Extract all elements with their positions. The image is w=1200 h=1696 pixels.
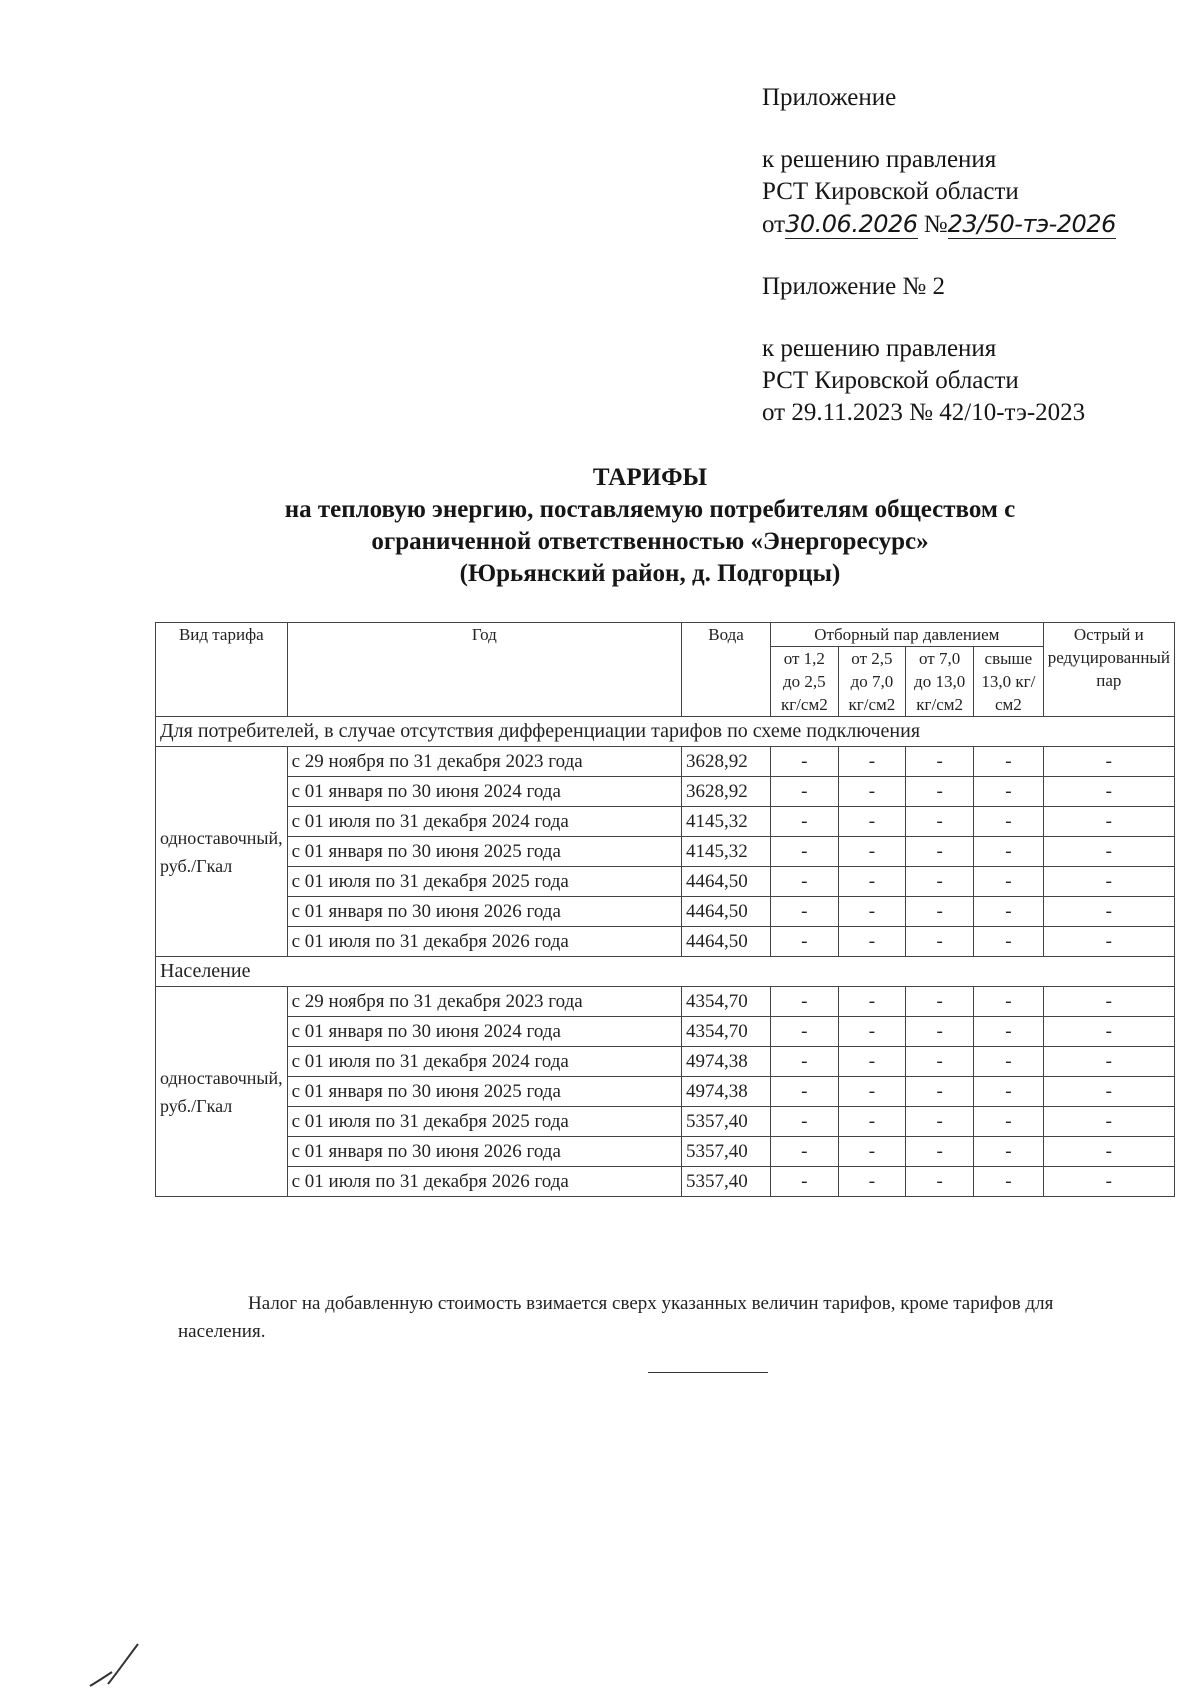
steam-2-cell: - (838, 807, 906, 837)
table-row (156, 1047, 1175, 1077)
period-cell: с 01 января по 30 июня 2024 года (287, 1017, 681, 1047)
footnote-text: Налог на добавленную стоимость взимается сверх указанных величин тарифов, кроме тарифов для населения. (178, 1293, 1054, 1342)
table-row (156, 1137, 1175, 1167)
period-cell: с 01 января по 30 июня 2026 года (287, 1137, 681, 1167)
sharp-steam-cell: - (1043, 1137, 1174, 1167)
steam-2-cell: - (838, 867, 906, 897)
title-line-2: ограниченной ответственностью «Энергоресурс» (371, 528, 929, 555)
number-sign: № (923, 211, 948, 238)
steam-1-cell: - (771, 747, 839, 777)
title-line-3: (Юрьянский район, д. Подгорцы) (459, 560, 841, 587)
water-cell: 4354,70 (682, 987, 771, 1017)
water-cell: 4974,38 (682, 1047, 771, 1077)
header-sharp-steam: Острый и редуцированный пар (1043, 623, 1174, 717)
tariff-type-cell: одноставочный, руб./Гкал (156, 747, 288, 957)
table-row (156, 837, 1175, 867)
org-line-1: РСТ Кировской области (762, 178, 1019, 205)
steam-2-cell: - (838, 897, 906, 927)
steam-1-cell: - (771, 987, 839, 1017)
end-line (648, 1372, 768, 1373)
period-cell: с 01 января по 30 июня 2026 года (287, 897, 681, 927)
appendix-header (762, 82, 1116, 429)
vat-footnote (178, 1290, 1138, 1346)
appendix-label: Приложение (762, 84, 897, 111)
steam-3-cell: - (906, 1047, 974, 1077)
sharp-steam-cell: - (1043, 1077, 1174, 1107)
water-cell: 4974,38 (682, 1077, 771, 1107)
steam-1-cell: - (771, 897, 839, 927)
period-cell: с 01 января по 30 июня 2025 года (287, 1077, 681, 1107)
tariff-body (156, 717, 1175, 1197)
table-row (156, 987, 1175, 1017)
steam-2-cell: - (838, 777, 906, 807)
handwritten-date: 30.06.2026 (785, 210, 918, 238)
document-title (150, 462, 1150, 590)
steam-1-cell: - (771, 1077, 839, 1107)
water-cell: 5357,40 (682, 1107, 771, 1137)
steam-1-cell: - (771, 777, 839, 807)
steam-4-cell: - (974, 777, 1044, 807)
steam-1-cell: - (771, 927, 839, 957)
steam-3-cell: - (906, 807, 974, 837)
steam-3-cell: - (906, 987, 974, 1017)
water-cell: 4464,50 (682, 867, 771, 897)
water-cell: 4145,32 (682, 807, 771, 837)
water-cell: 4145,32 (682, 837, 771, 867)
from-prefix: от (762, 211, 786, 238)
steam-2-cell: - (838, 1107, 906, 1137)
steam-3-cell: - (906, 1077, 974, 1107)
steam-1-cell: - (771, 1107, 839, 1137)
steam-4-cell: - (974, 1047, 1044, 1077)
steam-1-cell: - (771, 1047, 839, 1077)
steam-3-cell: - (906, 1137, 974, 1167)
water-cell: 5357,40 (682, 1167, 771, 1197)
table-row (156, 777, 1175, 807)
steam-4-cell: - (974, 927, 1044, 957)
period-cell: с 29 ноября по 31 декабря 2023 года (287, 987, 681, 1017)
header-tariff-type: Вид тарифа (156, 623, 288, 717)
steam-4-cell: - (974, 1107, 1044, 1137)
table-row (156, 747, 1175, 777)
header-steam-3: от 7,0 до 13,0 кг/см2 (906, 647, 974, 717)
steam-1-cell: - (771, 807, 839, 837)
sharp-steam-cell: - (1043, 807, 1174, 837)
org-line-2: РСТ Кировской области (762, 367, 1019, 394)
steam-1-cell: - (771, 1167, 839, 1197)
title-main: ТАРИФЫ (592, 464, 708, 491)
steam-2-cell: - (838, 837, 906, 867)
decision-line-2: к решению правления (762, 335, 997, 362)
steam-3-cell: - (906, 837, 974, 867)
period-cell: с 01 января по 30 июня 2025 года (287, 837, 681, 867)
table-row (156, 867, 1175, 897)
period-cell: с 01 июля по 31 декабря 2026 года (287, 1167, 681, 1197)
steam-3-cell: - (906, 1167, 974, 1197)
header-steam-group: Отборный пар давлением (771, 623, 1044, 647)
steam-2-cell: - (838, 747, 906, 777)
steam-3-cell: - (906, 1017, 974, 1047)
steam-4-cell: - (974, 1077, 1044, 1107)
sharp-steam-cell: - (1043, 987, 1174, 1017)
water-cell: 3628,92 (682, 777, 771, 807)
steam-1-cell: - (771, 1137, 839, 1167)
steam-4-cell: - (974, 747, 1044, 777)
sharp-steam-cell: - (1043, 867, 1174, 897)
appendix-2-label: Приложение № 2 (762, 273, 946, 300)
steam-4-cell: - (974, 1137, 1044, 1167)
steam-2-cell: - (838, 1077, 906, 1107)
header-year: Год (287, 623, 681, 717)
table-row (156, 897, 1175, 927)
steam-2-cell: - (838, 987, 906, 1017)
header-steam-2: от 2,5 до 7,0 кг/см2 (838, 647, 906, 717)
sharp-steam-cell: - (1043, 927, 1174, 957)
period-cell: с 01 июля по 31 декабря 2024 года (287, 807, 681, 837)
steam-3-cell: - (906, 747, 974, 777)
signature-mark (86, 1640, 146, 1690)
steam-4-cell: - (974, 987, 1044, 1017)
period-cell: с 29 ноября по 31 декабря 2023 года (287, 747, 681, 777)
table-row (156, 1017, 1175, 1047)
steam-4-cell: - (974, 897, 1044, 927)
table-row (156, 1167, 1175, 1197)
title-line-1: на тепловую энергию, поставляемую потребителям обществом с (284, 496, 1016, 523)
steam-4-cell: - (974, 807, 1044, 837)
steam-3-cell: - (906, 927, 974, 957)
sharp-steam-cell: - (1043, 897, 1174, 927)
sharp-steam-cell: - (1043, 777, 1174, 807)
section-title: Для потребителей, в случае отсутствия дифференциации тарифов по схеме подключения (156, 717, 1175, 747)
water-cell: 4354,70 (682, 1017, 771, 1047)
header-steam-1: от 1,2 до 2,5 кг/см2 (771, 647, 839, 717)
steam-1-cell: - (771, 837, 839, 867)
steam-1-cell: - (771, 1017, 839, 1047)
header-water: Вода (682, 623, 771, 717)
steam-2-cell: - (838, 1017, 906, 1047)
header-steam-4: свыше 13,0 кг/см2 (974, 647, 1044, 717)
sharp-steam-cell: - (1043, 1167, 1174, 1197)
water-cell: 4464,50 (682, 927, 771, 957)
table-row (156, 1077, 1175, 1107)
steam-2-cell: - (838, 1167, 906, 1197)
water-cell: 3628,92 (682, 747, 771, 777)
steam-3-cell: - (906, 1107, 974, 1137)
steam-1-cell: - (771, 867, 839, 897)
sharp-steam-cell: - (1043, 747, 1174, 777)
table-row (156, 807, 1175, 837)
steam-3-cell: - (906, 777, 974, 807)
steam-3-cell: - (906, 867, 974, 897)
decision-date-number (762, 208, 1116, 241)
steam-4-cell: - (974, 837, 1044, 867)
sharp-steam-cell: - (1043, 1107, 1174, 1137)
sharp-steam-cell: - (1043, 1017, 1174, 1047)
steam-2-cell: - (838, 1137, 906, 1167)
water-cell: 4464,50 (682, 897, 771, 927)
period-cell: с 01 января по 30 июня 2024 года (287, 777, 681, 807)
period-cell: с 01 июля по 31 декабря 2026 года (287, 927, 681, 957)
decision-line-1: к решению правления (762, 146, 997, 173)
period-cell: с 01 июля по 31 декабря 2025 года (287, 1107, 681, 1137)
steam-2-cell: - (838, 927, 906, 957)
steam-4-cell: - (974, 1017, 1044, 1047)
steam-3-cell: - (906, 897, 974, 927)
water-cell: 5357,40 (682, 1137, 771, 1167)
reference-line: от 29.11.2023 № 42/10-тэ-2023 (762, 399, 1086, 426)
table-row (156, 927, 1175, 957)
section-title: Население (156, 957, 1175, 987)
steam-2-cell: - (838, 1047, 906, 1077)
period-cell: с 01 июля по 31 декабря 2025 года (287, 867, 681, 897)
period-cell: с 01 июля по 31 декабря 2024 года (287, 1047, 681, 1077)
sharp-steam-cell: - (1043, 1047, 1174, 1077)
sharp-steam-cell: - (1043, 837, 1174, 867)
section-row (156, 717, 1175, 747)
steam-4-cell: - (974, 1167, 1044, 1197)
steam-4-cell: - (974, 867, 1044, 897)
table-row (156, 1107, 1175, 1137)
tariff-type-cell: одноставочный, руб./Гкал (156, 987, 288, 1197)
section-row (156, 957, 1175, 987)
handwritten-number: 23/50-тэ-2026 (947, 210, 1116, 238)
tariff-table (155, 622, 1175, 1197)
